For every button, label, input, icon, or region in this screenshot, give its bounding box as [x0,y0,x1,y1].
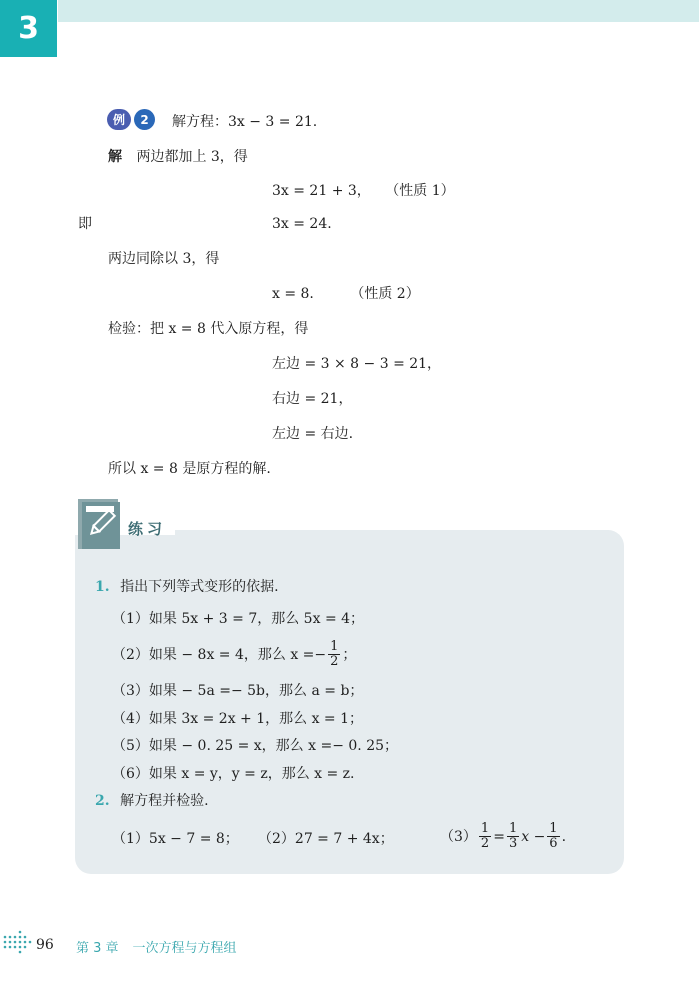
period: . [561,828,567,845]
fraction [507,822,519,851]
conclusion: 所以 x = 8 是原方程的解. [108,461,271,477]
x-minus: x − [521,828,546,845]
example-problem [172,113,317,131]
q2-item-3 [440,822,566,851]
fraction-denominator: 3 [508,836,518,851]
q1-text: 指出下列等式变形的依据. [120,579,279,595]
eq3-note: （性质 2） [350,286,420,302]
fraction-numerator: 1 [508,821,518,836]
equation-1 [272,182,455,200]
example-label-badge: 例 [107,109,131,130]
q1-item-4: （4）如果 3x = 2x + 1，那么 x = 1； [112,711,364,727]
q2-item-1: （1）5x − 7 = 8； [112,831,239,847]
fraction-denominator: 6 [549,836,558,851]
chapter-footer [76,937,237,956]
solution-step2: 两边同除以 3，得 [108,251,220,267]
fraction-numerator: 1 [330,639,339,654]
q1-item-3: （3）如果 − 5a =− 5b，那么 a = b； [112,683,364,699]
fraction-numerator: 1 [549,821,558,836]
fraction-denominator: 2 [480,836,490,851]
exercise-title: 练习 [128,520,167,538]
eq3: x = 8. [272,286,314,302]
chapter-title: 一次方程与方程组 [132,941,237,956]
chapter-number-tab: 3 [0,0,57,57]
solution-step1 [108,148,248,166]
q1-item-5: （5）如果 − 0. 25 = x，那么 x =− 0. 25； [112,738,399,754]
chapter-label: 第 3 章 [76,941,119,956]
q1 [95,578,279,596]
fraction [547,822,559,851]
equation-3 [272,285,420,303]
header-bar [58,0,699,22]
fraction [479,822,491,851]
check-line-1: 左边 = 3 × 8 − 3 = 21， [272,356,442,372]
solution-label: 解 [108,149,122,165]
equation-2: 3x = 24. [272,216,332,232]
notebook-pencil-icon [76,497,124,551]
problem-prefix: 解方程： [172,114,228,130]
eq1: 3x = 21 + 3， [272,183,371,199]
fraction-numerator: 1 [480,821,490,836]
example-number-badge: 2 [134,109,155,130]
q1-item-2-text: （2）如果 − 8x = 4，那么 x =− [112,646,327,663]
q1-number: 1. [95,579,110,595]
check-line-3: 左边 = 右边. [272,426,354,442]
q1-item-1: （1）如果 5x + 3 = 7，那么 5x = 4； [112,611,365,627]
q1-item-2 [112,640,356,669]
equals-sign: = [493,828,505,845]
check-line-2: 右边 = 21， [272,391,353,407]
q2-text: 解方程并检验. [120,793,209,809]
q2-item-3-label: （3） [440,828,477,845]
dotted-arrow-icon [2,929,32,955]
q1-item-2-tail: ； [342,646,357,663]
q2-item-2: （2）27 = 7 + 4x； [258,831,394,847]
fraction-denominator: 2 [330,654,339,669]
eq1-note: （性质 1） [385,183,455,199]
q2-number: 2. [95,793,110,809]
fraction [328,640,340,669]
step1-text: 两边都加上 3，得 [136,149,248,165]
example-badge [107,109,155,130]
ji-label: 即 [78,216,92,232]
problem-equation: 3x − 3 = 21. [228,114,318,130]
page-number: 96 [36,937,54,953]
q1-item-6: （6）如果 x = y，y = z，那么 x = z. [112,766,355,782]
check-text: 检验：把 x = 8 代入原方程，得 [108,321,309,337]
q2 [95,792,209,810]
